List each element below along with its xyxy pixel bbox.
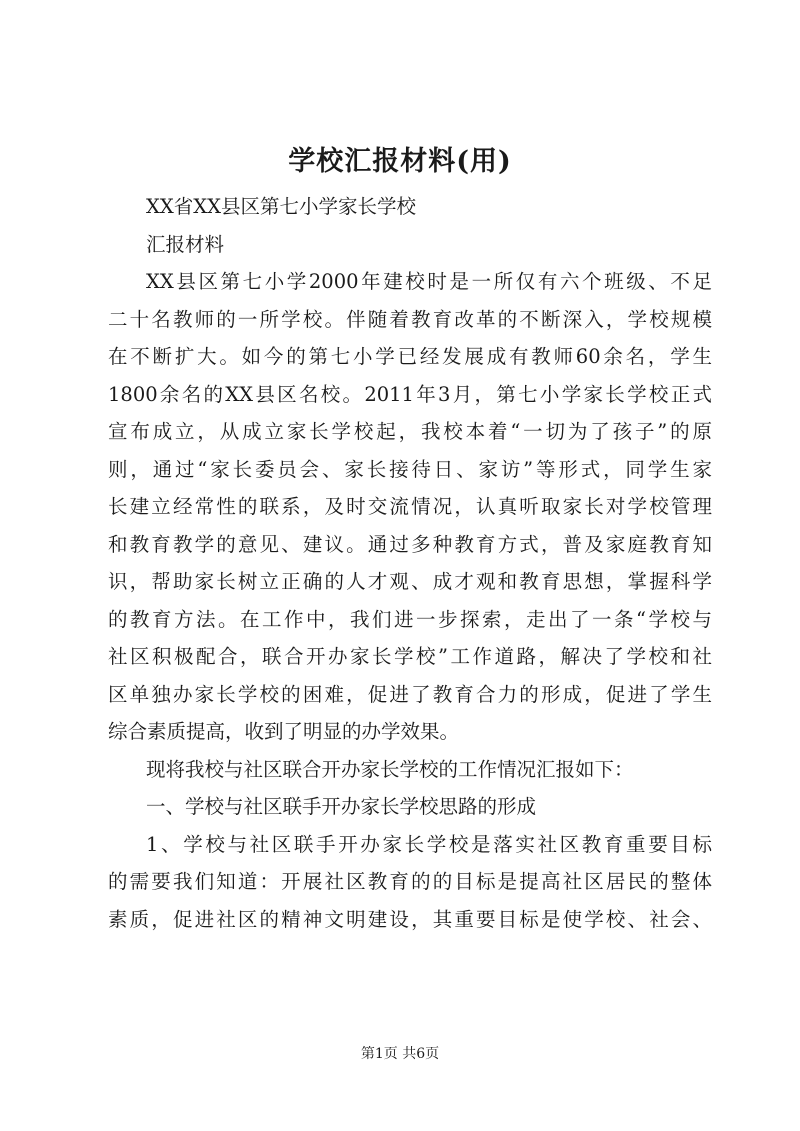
document-body: [108, 188, 712, 938]
text-line: 二十名教师的一所学校。伴随着教育改革的不断深入，学校规模: [108, 307, 712, 331]
text-line: 宣布成立，从成立家长学校起，我校本着“一切为了孩子”的原: [108, 420, 712, 443]
text-line: 在不断扩大。如今的第七小学已经发展成有教师60余名，学生: [108, 345, 712, 368]
text-line: 和教育教学的意见、建议。通过多种教育方式，普及家庭教育知: [108, 532, 712, 556]
text-line: 识，帮助家长树立正确的人才观、成才观和教育思想，掌握科学: [108, 570, 712, 593]
text-line: 的教育方法。在工作中，我们进一步探索，走出了一条“学校与: [108, 607, 712, 631]
text-line: 1800余名的XX县区名校。2011年3月，第七小学家长学校正式: [108, 382, 712, 406]
page-footer: 第1页 共6页: [360, 1046, 440, 1062]
text-line: 素质，促进社区的精神文明建设，其重要目标是使学校、社会、: [108, 907, 712, 931]
text-line: 区单独办家长学校的困难，促进了教育合力的形成，促进了学生: [108, 682, 712, 706]
text-line: 综合素质提高，收到了明显的办学效果。: [108, 720, 460, 743]
text-line: 1、学校与社区联手开办家长学校是落实社区教育重要目标: [146, 832, 712, 856]
text-line: XX县区第七小学2000年建校时是一所仅有六个班级、不足: [146, 270, 712, 293]
text-line: 的需要我们知道：开展社区教育的的目标是提高社区居民的整体: [108, 870, 712, 893]
text-line: XX省XX县区第七小学家长学校: [146, 195, 417, 218]
document-title: 学校汇报材料(用): [288, 146, 512, 177]
text-line: 社区积极配合，联合开办家长学校”工作道路，解决了学校和社: [108, 645, 712, 668]
text-line: 汇报材料: [146, 232, 225, 256]
text-line: 一、学校与社区联手开办家长学校思路的形成: [146, 795, 537, 818]
text-line: 现将我校与社区联合开办家长学校的工作情况汇报如下：: [146, 757, 634, 781]
text-line: 长建立经常性的联系，及时交流情况，认真听取家长对学校管理: [108, 495, 712, 518]
text-line: 则，通过“家长委员会、家长接待日、家访”等形式，同学生家: [108, 457, 712, 481]
